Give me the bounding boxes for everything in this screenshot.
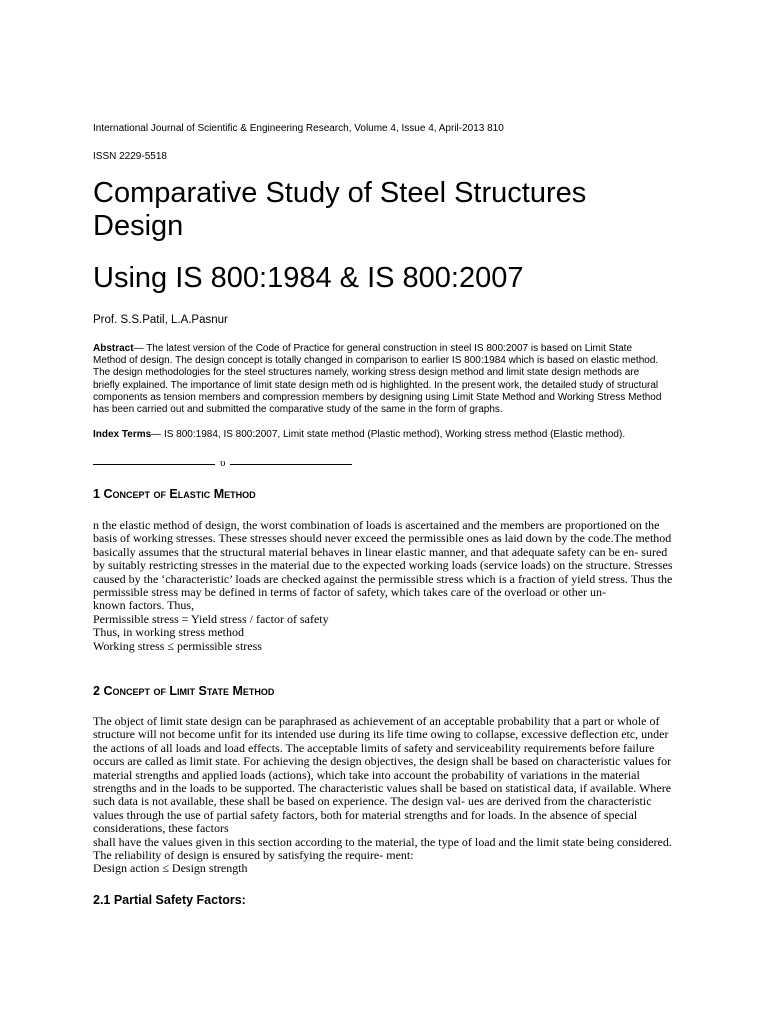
divider-rule-left bbox=[93, 464, 215, 465]
index-terms-label: Index Terms bbox=[93, 429, 152, 440]
section-divider bbox=[93, 456, 352, 470]
journal-header: International Journal of Scientific & Engineering Research, Volume 4, Issue 4, April-2013 810 bbox=[93, 123, 504, 134]
section-1-line-3: Permissible stress = Yield stress / factor of safety bbox=[93, 611, 329, 626]
section-2-line-3: Design action ≤ Design strength bbox=[93, 861, 248, 876]
abstract-text: The latest version of the Code of Practice for general construction in steel IS 800:2007 is based on Limit State Method of design. The design concept is totally changed in comparison to earlier IS 800:1984 which is based on elastic method. The design methodologies for the steel structures namely, working stress design method and limit state design methods are briefly explained. The importance of limit state design meth od is highlighted. In the present work, the detailed study of structural components as tension members and compression members by designing using Limit State Method and Working Stress Method has been carried out and submitted the comparative study of the same in the form of graphs. bbox=[93, 343, 662, 416]
section-1-body bbox=[93, 519, 678, 653]
abstract bbox=[93, 343, 663, 416]
section-1-line-5: Working stress ≤ permissible stress bbox=[93, 638, 262, 653]
issn: ISSN 2229-5518 bbox=[93, 151, 167, 162]
divider-glyph: υ bbox=[220, 457, 226, 469]
section-1-title: Concept of Elastic Method bbox=[103, 487, 256, 501]
section-2-1-heading: 2.1 Partial Safety Factors: bbox=[93, 893, 246, 907]
abstract-dash: — bbox=[133, 343, 147, 354]
section-2-title: Concept of Limit State Method bbox=[103, 684, 275, 698]
paper-title-line2: Using IS 800:1984 & IS 800:2007 bbox=[93, 262, 524, 294]
section-2-number: 2 bbox=[93, 684, 104, 698]
index-terms-dash: — bbox=[151, 429, 164, 440]
section-2-body bbox=[93, 715, 678, 876]
divider-rule-right bbox=[230, 464, 352, 465]
section-2-line-2: shall have the values given in this section according to the material, the type of load and the limit state being considered. The reliability of design is ensured by satisfying the require- ment: bbox=[93, 834, 672, 863]
abstract-label: Abstract bbox=[93, 343, 134, 354]
index-terms-text: IS 800:1984, IS 800:2007, Limit state method (Plastic method), Working stress method (Elastic method). bbox=[163, 429, 626, 440]
section-1-heading bbox=[93, 486, 256, 502]
section-2-heading bbox=[93, 683, 274, 699]
index-terms bbox=[93, 428, 625, 441]
section-1-number: 1 bbox=[93, 487, 104, 501]
section-2-paragraph: The object of limit state design can be paraphrased as achievement of an acceptable probability that a part or whole of structure will not become unfit for its intended use during its life time owing to collapse, excessive deflection etc, under the actions of all loads and load effects. The acceptable limits of safety and serviceability requirements before failure occurs are called as limit state. For achieving the design objectives, the design shall be based on characteristic values for material strengths and applied loads (actions), which take into account the probability of variations in the material strengths and in the loads to be supported. The characteristic values shall be based on statistical data, if available. Where such data is not available, these shall be based on experience. The design val- ues are derived from the characteristic values through the use of partial safety factors, both for material strengths and for loads. In the absence of special considerations, these factors bbox=[93, 714, 672, 836]
section-1-line-2: known factors. Thus, bbox=[93, 598, 195, 613]
section-1-line-4: Thus, in working stress method bbox=[93, 625, 244, 640]
paper-title-line1: Comparative Study of Steel Structures Design bbox=[93, 177, 587, 242]
section-1-paragraph: n the elastic method of design, the worst combination of loads is ascertained and the members are proportioned on the basis of working stresses. These stresses should never exceed the permissible ones as laid down by the code.The method basically assumes that the structural material behaves in linear elastic manner, and that adequate safety can be en- sured by suitably restricting stresses in the material due to the expected working loads (service loads) on the structure. Stresses caused by the ‘characteristic’ loads are checked against the permissible stress which is a fraction of yield stress. Thus the permissible stress may be defined in terms of factor of safety, which takes care of the overload or other un- bbox=[93, 518, 673, 600]
authors: Prof. S.S.Patil, L.A.Pasnur bbox=[93, 314, 228, 326]
